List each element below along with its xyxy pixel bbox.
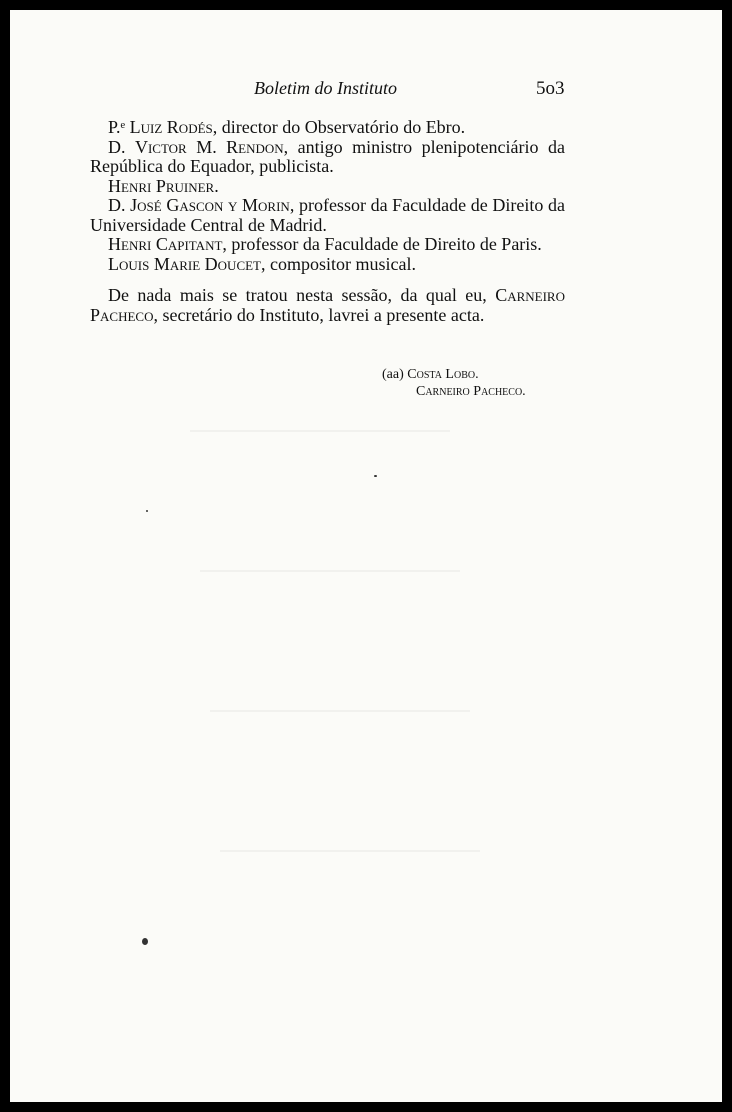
running-title: Boletim do Instituto [254, 78, 397, 98]
page-header [10, 78, 722, 102]
member-entry [90, 177, 565, 197]
member-name: Victor M. Rendon [134, 136, 284, 157]
member-entry [90, 118, 565, 138]
member-name: Henri Pruiner [108, 175, 215, 196]
ink-speck [374, 475, 377, 477]
page-number: 5o3 [536, 78, 565, 99]
member-description: . [214, 175, 219, 196]
entry-prefix: D. [108, 136, 135, 157]
document-page [10, 10, 722, 1102]
closing-text-before: De nada mais se tratou nesta sessão, da qual eu, [108, 285, 496, 305]
member-name: Henri Capitant [108, 234, 223, 254]
member-description: , professor da Faculdade de Direito da Universidade Central de Madrid. [90, 195, 566, 235]
member-description: , director do Observatório do Ebro. [212, 117, 466, 137]
member-name: Louis Marie Doucet [108, 253, 261, 274]
show-through-mark [200, 570, 460, 572]
member-entry [90, 235, 565, 255]
signature-line [382, 383, 526, 400]
show-through-mark [210, 710, 470, 712]
entry-prefix: P.ᵉ [108, 117, 130, 137]
show-through-mark [220, 850, 480, 852]
signature-block [382, 366, 526, 400]
signature-name: Carneiro Pacheco. [416, 384, 526, 399]
member-name: Luiz Rodés [129, 117, 213, 137]
member-description: , compositor musical. [261, 253, 416, 274]
ink-speck [146, 510, 148, 512]
body-text [90, 118, 565, 343]
ink-speck [142, 938, 148, 945]
signature-line [382, 366, 526, 383]
entry-prefix: D. [108, 195, 131, 215]
signature-name: Costa Lobo. [407, 367, 479, 382]
member-entry [90, 255, 565, 275]
member-entry [90, 138, 565, 177]
show-through-mark [190, 430, 450, 432]
signature-prefix: (aa) [382, 367, 408, 382]
member-description: , antigo ministro plenipotenciário da República do Equador, publicista. [90, 136, 565, 176]
member-name: José Gascon y Morin [130, 195, 290, 215]
closing-paragraph [90, 286, 565, 325]
closing-text-after: , secretário do Instituto, lavrei a presente acta. [153, 304, 485, 325]
secretary-name: Carneiro Pacheco [90, 285, 565, 325]
member-description: , professor da Faculdade de Direito de Paris. [222, 234, 542, 254]
member-entry [90, 196, 565, 235]
